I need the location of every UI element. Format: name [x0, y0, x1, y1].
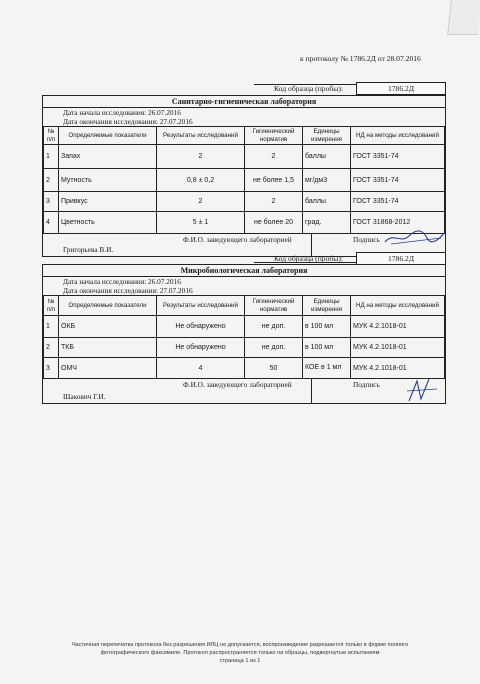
table-row	[44, 358, 445, 379]
micro-lab-section	[42, 264, 446, 404]
col-header: Единицы измерения	[303, 296, 351, 316]
col-header: Результаты исследований	[157, 296, 245, 316]
cell-method: ГОСТ 3351-74	[351, 169, 445, 192]
date-start: Дата начала исследования: 26.07.2016	[63, 277, 181, 286]
cell-num: 3	[44, 358, 59, 379]
col-header: Единицы измерения	[303, 127, 351, 145]
cell-num: 2	[44, 169, 59, 192]
cell-indicator: ОКБ	[59, 316, 157, 338]
cell-num: 3	[44, 192, 59, 212]
col-header: № п/п	[44, 296, 59, 316]
table-row	[44, 338, 445, 358]
page-number: страница 1 из 1	[219, 658, 261, 664]
cell-result: Не обнаружено	[157, 316, 245, 338]
head-name: Шакович Г.И.	[63, 392, 106, 401]
date-end: Дата окончания исследования: 27.07.2016	[63, 286, 193, 295]
footer-line-1: Частичная перепечатка протокола без разрешения ИЛЦ не допускается, воспроизведение разрешается только в форме полного	[71, 642, 409, 648]
cell-norm: не более 20	[245, 212, 303, 234]
cell-unit: баллы	[303, 192, 351, 212]
signature-divider	[311, 234, 312, 256]
cell-norm: не более 1,5	[245, 169, 303, 192]
cell-result: 0,8 ± 0,2	[157, 169, 245, 192]
signature-label: Подпись	[353, 380, 380, 389]
table-row	[44, 192, 445, 212]
cell-indicator: Мутность	[59, 169, 157, 192]
table-row	[44, 316, 445, 338]
handwritten-signature	[383, 228, 447, 246]
cell-norm: не доп.	[245, 338, 303, 358]
col-header: НД на методы исследований	[351, 127, 445, 145]
cell-num: 1	[44, 316, 59, 338]
cell-indicator: Привкус	[59, 192, 157, 212]
page-corner-fold	[447, 0, 480, 35]
sample-code-label: Код образца (пробы):	[274, 254, 343, 263]
cell-method: ГОСТ 3351-74	[351, 145, 445, 169]
cell-unit: в 100 мл	[303, 316, 351, 338]
col-header: НД на методы исследований	[351, 296, 445, 316]
table-header-row	[44, 296, 445, 316]
section-title: Санитарно-гигиеническая лаборатория	[43, 96, 445, 108]
fio-label: Ф.И.О. заведующего лабораторией	[183, 235, 292, 244]
table-row	[44, 145, 445, 169]
date-end: Дата окончания исследования: 27.07.2016	[63, 117, 193, 126]
date-start: Дата начала исследования: 26.07.2016	[63, 108, 181, 117]
cell-indicator: ТКБ	[59, 338, 157, 358]
sample-code-value: 1786.2Д	[356, 252, 446, 265]
protocol-reference: к протоколу № 1786.2Д от 28.07.2016	[300, 54, 421, 63]
cell-num: 4	[44, 212, 59, 234]
footer-notice	[60, 641, 420, 665]
cell-indicator: Запах	[59, 145, 157, 169]
signature-divider	[311, 379, 312, 403]
cell-method: МУК 4.2.1018-01	[351, 338, 445, 358]
micro-results-table	[43, 295, 445, 379]
table-row	[44, 169, 445, 192]
sanitary-results-table	[43, 126, 445, 234]
col-header: Гигиенический норматив	[245, 296, 303, 316]
col-header: Результаты исследований	[157, 127, 245, 145]
cell-norm: не доп.	[245, 316, 303, 338]
col-header: Гигиенический норматив	[245, 127, 303, 145]
cell-unit: баллы	[303, 145, 351, 169]
cell-norm: 50	[245, 358, 303, 379]
head-name: Григорьева В.И.	[63, 245, 114, 254]
col-header: Определяемые показатели	[59, 127, 157, 145]
signature-row	[43, 379, 445, 403]
cell-indicator: ОМЧ	[59, 358, 157, 379]
cell-result: 2	[157, 145, 245, 169]
cell-unit: мг/дм3	[303, 169, 351, 192]
col-header: Определяемые показатели	[59, 296, 157, 316]
footer-line-2: фотографического факсимиле. Протокол распространяется только на образцы, подвергнутые испытаниям	[100, 650, 380, 656]
table-header-row	[44, 127, 445, 145]
cell-method: МУК 4.2.1018-01	[351, 358, 445, 379]
cell-method: МУК 4.2.1018-01	[351, 316, 445, 338]
cell-result: 5 ± 1	[157, 212, 245, 234]
cell-num: 1	[44, 145, 59, 169]
cell-num: 2	[44, 338, 59, 358]
handwritten-signature	[403, 377, 443, 403]
cell-method: ГОСТ 3351-74	[351, 192, 445, 212]
col-header: № п/п	[44, 127, 59, 145]
cell-norm: 2	[245, 192, 303, 212]
cell-unit: град.	[303, 212, 351, 234]
signature-label: Подпись	[353, 235, 380, 244]
cell-unit: в 100 мл	[303, 338, 351, 358]
cell-indicator: Цветность	[59, 212, 157, 234]
fio-label: Ф.И.О. заведующего лабораторией	[183, 380, 292, 389]
cell-result: 2	[157, 192, 245, 212]
sample-code-value: 1786.2Д	[356, 82, 446, 95]
cell-norm: 2	[245, 145, 303, 169]
cell-result: 4	[157, 358, 245, 379]
cell-unit: КОЕ в 1 мл	[303, 358, 351, 379]
sanitary-lab-section	[42, 95, 446, 257]
cell-method: ГОСТ 31868-2012	[351, 212, 445, 234]
sample-code-label: Код образца (пробы):	[274, 84, 343, 93]
cell-result: Не обнаружено	[157, 338, 245, 358]
section-title: Микробиологическая лаборатория	[43, 265, 445, 277]
